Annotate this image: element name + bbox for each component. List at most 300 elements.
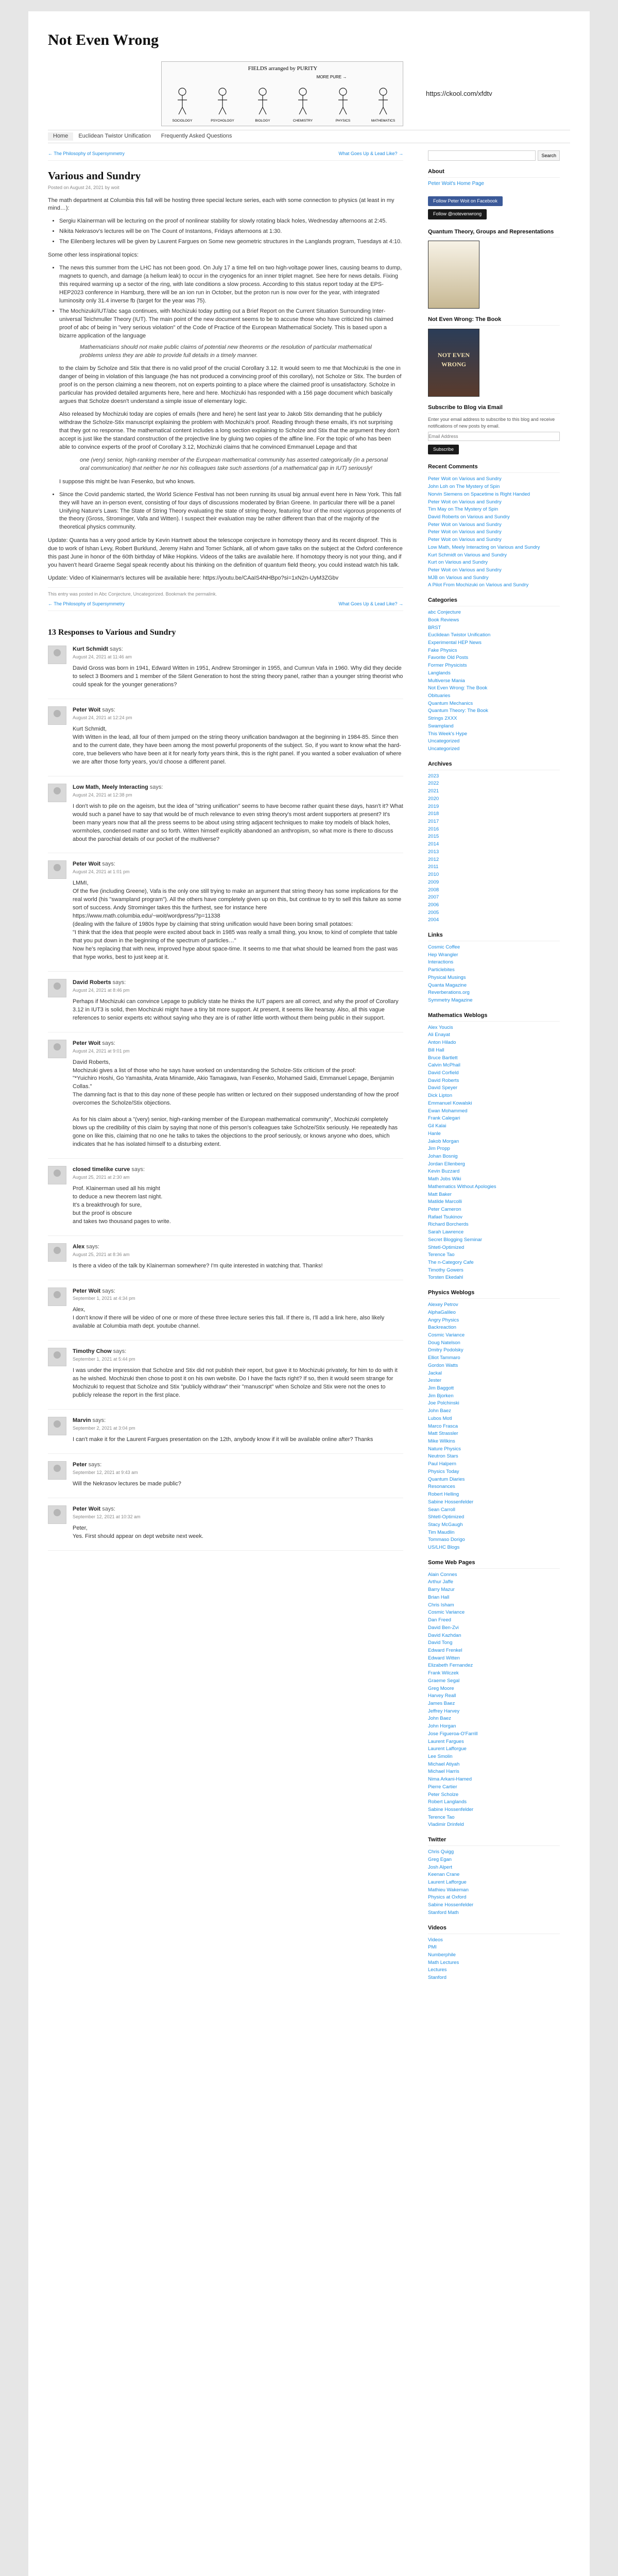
web-page-link[interactable]: David Tong <box>428 1640 453 1646</box>
math-weblog-link[interactable]: Ewan Mohammed <box>428 1108 468 1114</box>
widget-title[interactable]: Not Even Wrong: The Book <box>428 316 560 326</box>
web-page-link[interactable]: Laurent Fargues <box>428 1738 464 1744</box>
physics-weblog-link[interactable]: Neutron Stars <box>428 1453 458 1460</box>
lecture-list <box>59 217 403 246</box>
twitter-link[interactable]: Sabine Hossenfelder <box>428 1902 474 1908</box>
category-link[interactable]: Multiverse Mania <box>428 677 465 684</box>
comment <box>48 1348 403 1410</box>
avatar <box>48 1348 66 1366</box>
physics-weblog-link[interactable]: AlphaGalileo <box>428 1309 456 1315</box>
comment-body <box>73 1243 403 1275</box>
physics-weblog-link[interactable]: Gordon Watts <box>428 1362 458 1368</box>
web-page-link[interactable]: David Kazhdan <box>428 1632 461 1638</box>
category-link[interactable]: Langlands <box>428 670 451 676</box>
web-page-link[interactable]: John Horgan <box>428 1723 456 1730</box>
comic-figure <box>211 88 234 123</box>
comment-author[interactable]: Marvin says: <box>73 1417 106 1424</box>
physics-weblog-link[interactable]: Quantum Diaries <box>428 1476 465 1482</box>
web-page-link[interactable]: Robert Langlands <box>428 1799 467 1805</box>
video-link[interactable]: Math Lectures <box>428 1959 459 1965</box>
category-link[interactable]: Uncategorized <box>428 746 460 752</box>
physics-weblog-link[interactable]: Jackal <box>428 1370 442 1376</box>
twitter-link[interactable]: Laurent Lafforgue <box>428 1879 467 1886</box>
math-weblog-link[interactable]: Dick Lipton <box>428 1093 452 1099</box>
avatar <box>48 1505 66 1524</box>
web-page-link[interactable]: Jose Figueroa-O'Farrill <box>428 1731 478 1737</box>
physics-weblogs-widget <box>428 1289 560 1552</box>
video-link[interactable]: Numberphile <box>428 1952 456 1958</box>
physics-weblog-link[interactable]: Joe Polchinski <box>428 1400 459 1406</box>
physics-weblog-link[interactable]: Resonances <box>428 1484 455 1490</box>
archive-link[interactable]: 2018 <box>428 811 439 817</box>
archive-link[interactable]: 2021 <box>428 788 439 794</box>
archive-link[interactable]: 2005 <box>428 909 439 916</box>
math-weblog-link[interactable]: Johan Bosnig <box>428 1153 458 1159</box>
comment-author[interactable]: Timothy Chow says: <box>73 1348 127 1355</box>
physics-weblog-link[interactable]: Doug Natelson <box>428 1340 460 1346</box>
recent-comment-link[interactable]: Kurt Schmidt on Various and Sundry <box>428 552 507 558</box>
physics-weblog-link[interactable]: Sean Carroll <box>428 1506 455 1513</box>
recent-comment-link[interactable]: Norvin Siemens on Spacetime is Right Handed <box>428 491 530 497</box>
comic-label: PHYSICS <box>335 119 351 123</box>
physics-weblog-link[interactable]: Stacy McGaugh <box>428 1521 463 1528</box>
list-item-text: The Mochizuki/IUT/abc saga continues, with Mochizuki today putting out a Brief Report on the Current Situation Surrounding Inter-universal Teichmuller Theory (IUT). The main point of the new document seems to be to accuse those who have criticized his claimed proof of abc of being in "very serious violation" of the Code of Practice of the European Mathematical Society. This is based upon a bizarre application of the language <box>59 308 393 339</box>
math-weblogs-widget <box>428 1012 560 1282</box>
comment-body <box>73 784 403 848</box>
math-weblog-link[interactable]: David Corfield <box>428 1070 459 1076</box>
comment-text: Peter, Yes. First should appear on dept website next week. <box>73 1524 203 1539</box>
comment-author[interactable]: Peter Woit says: <box>73 1287 115 1294</box>
widget-title: Subscribe to Blog via Email <box>428 404 560 414</box>
twitter-link-list <box>428 1849 560 1917</box>
archive-link[interactable]: 2013 <box>428 849 439 855</box>
web-page-link[interactable]: Dan Freed <box>428 1617 451 1623</box>
avatar <box>48 1417 66 1435</box>
archive-link-list <box>428 773 560 924</box>
comment-text: Alex, I don't know if there will be video of one or more of these three lecture series this fall. If there is, I'll add a link here, also likely available at Columbia math dept. youtube channel. <box>73 1307 385 1330</box>
avatar <box>48 1461 66 1480</box>
comment-author[interactable]: Peter says: <box>73 1461 102 1468</box>
comment <box>48 1505 403 1551</box>
twitter-link[interactable]: Keenan Crane <box>428 1872 460 1878</box>
comic-label: MATHEMATICS <box>371 119 396 123</box>
archive-link[interactable]: 2009 <box>428 879 439 885</box>
comment-text: Is there a video of the talk by Klainerman somewhere? I'm quite interested in watching that. Thanks! <box>73 1262 323 1269</box>
post-nav-bottom <box>48 601 403 611</box>
nav-home[interactable]: Home <box>48 132 73 141</box>
physics-weblog-link[interactable]: Mike Wilkins <box>428 1438 455 1445</box>
category-link[interactable]: Book Reviews <box>428 617 459 623</box>
video-link[interactable]: Videos <box>428 1937 443 1943</box>
comment-author[interactable]: Peter Woit says: <box>73 707 115 714</box>
math-weblog-link[interactable]: Jordan Ellenberg <box>428 1161 465 1167</box>
web-page-link[interactable]: Laurent Lafforgue <box>428 1746 467 1752</box>
archive-link[interactable]: 2014 <box>428 841 439 848</box>
list-item: • Sergiu Klainerman will be lecturing on the proof of nonlinear stability for slowly rotating black holes, Wednesday afternoons at 2:45. <box>59 217 403 226</box>
math-weblog-link[interactable]: Rafael Tsukinov <box>428 1214 462 1220</box>
main-nav <box>48 130 570 143</box>
blogroll-link[interactable]: Symmetry Magazine <box>428 997 473 1004</box>
recent-comment-link[interactable]: John Loh on The Mystery of Spin <box>428 484 500 490</box>
twitter-link[interactable]: Chris Quigg <box>428 1849 454 1855</box>
video-link[interactable]: PMI <box>428 1944 437 1951</box>
math-weblog-link[interactable]: Sarah Lawrence <box>428 1229 464 1235</box>
comment-date[interactable]: August 25, 2021 at 8:36 am <box>73 1251 130 1257</box>
physics-weblog-link[interactable]: Sabine Hossenfelder <box>428 1499 474 1505</box>
recent-comment-link[interactable]: Peter Woit on Various and Sundry <box>428 476 502 482</box>
next-post-link[interactable]: What Goes Up & Lead Like? → <box>338 151 403 156</box>
comment-date[interactable]: September 12, 2021 at 10:32 am <box>73 1514 141 1519</box>
math-weblog-link[interactable]: Timothy Gowers <box>428 1267 464 1273</box>
prev-post-link[interactable]: ← The Philosophy of Supersymmetry <box>48 601 125 607</box>
category-link[interactable]: Swampland <box>428 723 454 729</box>
physics-weblog-link[interactable]: Jim Baggott <box>428 1385 454 1392</box>
math-weblog-link[interactable]: David Roberts <box>428 1077 459 1083</box>
comment-text: I can't make it for the Laurent Fargues presentation on the 12th, anybody know if it will be available online after? Thanks <box>73 1436 373 1443</box>
web-page-link[interactable]: Terence Tao <box>428 1814 455 1820</box>
blogroll-link[interactable]: Quanta Magazine <box>428 982 467 988</box>
web-page-link[interactable]: Barry Mazur <box>428 1587 455 1593</box>
comic-label: CHEMISTRY <box>293 119 313 123</box>
category-link[interactable]: This Week's Hype <box>428 731 468 737</box>
comment-date[interactable]: September 2, 2021 at 3:04 pm <box>73 1425 135 1431</box>
web-page-link[interactable]: Frank Wilczek <box>428 1670 459 1676</box>
math-weblog-link[interactable]: Terence Tao <box>428 1252 455 1258</box>
web-page-link[interactable]: Edward Witten <box>428 1655 460 1661</box>
category-link[interactable]: Strings 2XXX <box>428 716 457 722</box>
widget-title[interactable]: Quantum Theory, Groups and Representations <box>428 228 560 238</box>
banner <box>48 58 570 130</box>
category-link[interactable]: Quantum Mechanics <box>428 700 473 706</box>
post-title: Various and Sundry <box>48 170 141 182</box>
math-weblog-link[interactable]: Mathematics Without Apologies <box>428 1183 496 1190</box>
subscribe-text: Enter your email address to subscribe to this blog and receive notifications of new posts by email. <box>428 417 555 429</box>
web-page-link[interactable]: James Baez <box>428 1700 455 1706</box>
blogroll-link[interactable]: Particlebites <box>428 967 455 973</box>
web-page-link[interactable]: Cosmic Variance <box>428 1609 465 1616</box>
recent-comment-link[interactable]: Kurt on Various and Sundry <box>428 560 488 566</box>
prev-post-link[interactable]: ← The Philosophy of Supersymmetry <box>48 151 125 156</box>
comment-body <box>73 1348 403 1404</box>
twitter-link[interactable]: Greg Egan <box>428 1856 452 1862</box>
physics-weblog-link[interactable]: Robert Helling <box>428 1492 459 1498</box>
new-book-cover[interactable]: NOT EVEN WRONG <box>428 329 479 397</box>
category-link[interactable]: abc Conjecture <box>428 609 461 616</box>
physics-weblog-link[interactable]: Matt Strassler <box>428 1431 458 1437</box>
archive-link[interactable]: 2012 <box>428 856 439 862</box>
math-weblog-link[interactable]: Matt Baker <box>428 1191 452 1197</box>
update-paragraph: Update: Quanta has a very good article by Kevin Hartnett about the telescope conjecture in homotopy theory and its recent disproof. This is due to work of Ishan Levy, Robert Burklund, Jeremy Hahn and Tomer Schlank, all of whom gave talks on the subject at the Oxford conference this past June in honor of the 60th birthday of Mike Hopkins. Videos of the talks are available here. If homotopy theory is not your thing, and if you haven't heard Graeme Segal speak recently about his thinking on the definition of quantum field theory, you could instead watch his talk. <box>48 537 403 569</box>
math-weblog-link[interactable]: Gil Kalai <box>428 1123 447 1129</box>
math-weblog-link[interactable]: Hanle <box>428 1130 441 1137</box>
archive-link[interactable]: 2019 <box>428 803 439 809</box>
comment <box>48 1461 403 1498</box>
math-weblog-link[interactable]: Jakob Morgan <box>428 1138 459 1144</box>
math-weblog-link[interactable]: Alex Youcis <box>428 1024 453 1030</box>
web-page-link[interactable]: Lee Smolin <box>428 1754 453 1760</box>
comment-author[interactable]: Peter Woit says: <box>73 1505 115 1512</box>
widget-title: Recent Comments <box>428 463 560 473</box>
physics-weblog-link[interactable]: Angry Physics <box>428 1317 459 1323</box>
comment-date[interactable]: August 24, 2021 at 12:24 pm <box>73 715 132 721</box>
home-page-link[interactable]: Peter Woit's Home Page <box>428 180 484 187</box>
comment-author[interactable]: David Roberts says: <box>73 979 126 986</box>
recent-comment-link[interactable]: MJB on Various and Sundry <box>428 574 489 581</box>
web-page-link[interactable]: Greg Moore <box>428 1685 454 1691</box>
comment-text: David Roberts, Mochizuki gives a list of those who he says have worked on understanding the Scholze-Stix criticism of the proof: "*Yuichiro Hoshi, Go Yamashita, Arata Minamide, Akio Tamagawa, Ivan Fesenko, Mohamed Saidi, Emmanuel Lepage, Benjamin Collas." The damning fact is that to this day none of these people has written or lectured on their supposed understanding of how the proof overcomes the Scholze/Stix objections. As for his claim about a "(very) senior, high-ranking member of the European mathematical community", Mochizuki completely blows up the credibility of this claim by saying that none of this person's colleagues take Scholze/Stix seriously. He repeatedly has gone on like this, claiming that no one he talks to takes the objections to the proof seriously, or knows anyone who does, which indicates that he has isolated himself to a disturbing extent. <box>73 1059 399 1147</box>
archives-widget <box>428 760 560 924</box>
twitter-follow-button[interactable]: Follow @notevenwrong <box>428 209 487 219</box>
math-weblog-link[interactable]: Richard Borcherds <box>428 1222 469 1228</box>
physics-weblog-link[interactable]: Tim Maudlin <box>428 1529 455 1535</box>
archive-link[interactable]: 2004 <box>428 917 439 923</box>
archive-link[interactable]: 2015 <box>428 834 439 840</box>
comment-text: Prof. Klainerman used all his might to deduce a new theorem last night. It's a breakthrough for sure, but the proof is obscure and takes two thousand pages to write. <box>73 1185 171 1225</box>
web-page-link[interactable]: Pierre Cartier <box>428 1784 457 1790</box>
book-widget <box>428 228 560 309</box>
math-weblog-link[interactable]: Secret Blogging Seminar <box>428 1236 483 1243</box>
site-title[interactable]: Not Even Wrong <box>48 31 159 48</box>
video-link[interactable]: Stanford <box>428 1975 447 1981</box>
avatar <box>48 646 66 664</box>
web-page-link[interactable]: Nima Arkani-Hamed <box>428 1776 472 1783</box>
archive-link[interactable]: 2023 <box>428 773 439 779</box>
math-weblog-link[interactable]: Ali Enayat <box>428 1032 450 1038</box>
about-widget <box>428 168 560 188</box>
banner-comic <box>161 61 403 126</box>
physics-weblog-link[interactable]: Marco Frasca <box>428 1423 458 1429</box>
physics-weblog-link[interactable]: Physics Today <box>428 1468 459 1475</box>
category-link[interactable]: Experimental HEP News <box>428 640 482 646</box>
math-weblog-link[interactable]: Anton Hilado <box>428 1040 456 1046</box>
math-weblog-link[interactable]: Bill Hall <box>428 1047 444 1053</box>
comment-body <box>73 1287 403 1335</box>
email-field[interactable] <box>428 432 560 441</box>
web-page-link[interactable]: Harvey Reall <box>428 1693 456 1699</box>
web-page-link[interactable]: Vladimir Drinfeld <box>428 1822 464 1828</box>
math-weblog-link[interactable]: The n-Category Cafe <box>428 1260 474 1266</box>
comment-date[interactable]: August 24, 2021 at 12:38 pm <box>73 792 132 798</box>
comment-author[interactable]: closed timelike curve says: <box>73 1166 145 1173</box>
math-weblog-link[interactable]: Emmanuel Kowalski <box>428 1100 472 1106</box>
web-pages-widget <box>428 1559 560 1829</box>
qt-book-cover[interactable] <box>428 241 479 309</box>
archive-link[interactable]: 2022 <box>428 781 439 787</box>
math-weblog-link-list <box>428 1024 560 1282</box>
comment-author[interactable]: Low Math, Meely Interacting says: <box>73 784 163 790</box>
twitter-link[interactable]: Physics at Oxford <box>428 1894 467 1901</box>
comment-date[interactable]: August 24, 2021 at 9:01 pm <box>73 1048 130 1054</box>
recent-comment-link[interactable]: Peter Woit on Various and Sundry <box>428 499 502 505</box>
nav-faq[interactable]: Frequently Asked Questions <box>161 133 232 140</box>
category-link[interactable]: Quantum Theory: The Book <box>428 708 488 714</box>
blogroll-link[interactable]: Cosmic Coffee <box>428 944 460 951</box>
comment-date[interactable]: August 24, 2021 at 8:46 pm <box>73 987 130 993</box>
math-weblog-link[interactable]: Matilde Marcolli <box>428 1199 462 1205</box>
search-button[interactable]: Search <box>538 150 560 161</box>
post-meta: Posted on August 24, 2021 by woit <box>48 185 119 191</box>
list-item: • Nikita Nekrasov's lectures will be on The Count of Instantons, Fridays afternoons at 1:30. <box>59 228 403 236</box>
physics-weblog-link[interactable]: John Baez <box>428 1408 451 1414</box>
math-weblog-link[interactable]: Math Jobs Wiki <box>428 1176 461 1182</box>
recent-comment-link[interactable]: David Roberts on Various and Sundry <box>428 514 510 520</box>
nav-euclidean-twistor[interactable]: Euclidean Twistor Unification <box>78 133 151 140</box>
physics-weblog-link[interactable]: Backreaction <box>428 1325 456 1331</box>
recent-comment-link[interactable]: Peter Woit on Various and Sundry <box>428 537 502 543</box>
web-page-link[interactable]: Michael Atiyah <box>428 1761 460 1767</box>
comic-label: BIOLOGY <box>255 119 270 123</box>
comment <box>48 860 403 971</box>
archive-link[interactable]: 2008 <box>428 887 439 893</box>
post-paragraph: The math department at Columbia this fall will be hosting three special lecture series, each with some connection to physics (at least in my mind…): <box>48 197 394 212</box>
search-form <box>428 150 560 161</box>
comment-date[interactable]: September 1, 2021 at 4:34 pm <box>73 1296 135 1301</box>
category-link-list <box>428 609 560 753</box>
physics-weblog-link[interactable]: Paul Halpern <box>428 1461 456 1467</box>
quote: Mathematicians should not make public claims of potential new theorems or the resolution of particular mathematical problems unless they are able to provide full details in a timely manner. <box>80 344 372 359</box>
blogroll-link[interactable]: Reverberations.org <box>428 990 470 996</box>
physics-weblog-link[interactable]: Dmitry Podolsky <box>428 1347 464 1353</box>
subscribe-button[interactable]: Subscribe <box>428 445 459 454</box>
video-link[interactable]: Lectures <box>428 1967 447 1973</box>
category-link[interactable]: BRST <box>428 624 441 631</box>
web-page-link[interactable]: Edward Frenkel <box>428 1647 462 1653</box>
physics-weblog-link[interactable]: Tommaso Dorigo <box>428 1537 465 1543</box>
widget-title: Links <box>428 931 560 941</box>
avatar <box>48 706 66 725</box>
recent-comment-link[interactable]: Peter Woit on Various and Sundry <box>428 529 502 535</box>
twitter-link[interactable]: Mathieu Wakeman <box>428 1887 469 1893</box>
twitter-link[interactable]: Josh Alpert <box>428 1864 452 1870</box>
recent-comment-link[interactable]: Peter Woit on Various and Sundry <box>428 567 502 573</box>
blogroll-link[interactable]: Hep Wrangler <box>428 952 458 958</box>
category-link[interactable]: Former Physicists <box>428 663 467 669</box>
categories-widget <box>428 597 560 753</box>
math-weblog-link[interactable]: Frank Calegari <box>428 1115 460 1122</box>
web-page-link[interactable]: Peter Scholze <box>428 1791 459 1798</box>
blogroll-link[interactable]: Interactions <box>428 959 454 965</box>
comic-figure <box>255 88 270 123</box>
physics-weblog-link[interactable]: Cosmic Variance <box>428 1332 465 1338</box>
math-weblog-link[interactable]: Jim Propp <box>428 1146 450 1152</box>
banner-url[interactable]: https://ckool.com/xfdtv <box>426 89 492 97</box>
recent-comment-link[interactable]: A Pilot From Mochizuki on Various and Sundry <box>428 582 529 588</box>
category-link[interactable]: Uncategorized <box>428 738 460 744</box>
category-link[interactable]: Favorite Old Posts <box>428 655 469 661</box>
comic-figure <box>293 88 313 123</box>
math-weblog-link[interactable]: David Speyer <box>428 1085 458 1091</box>
comment-body <box>73 979 403 1027</box>
comment-date[interactable]: August 24, 2021 at 11:46 am <box>73 654 132 660</box>
physics-weblog-link[interactable]: Alexey Petrov <box>428 1302 458 1308</box>
comment-body <box>73 1461 403 1493</box>
comment-body <box>73 706 403 771</box>
archive-link[interactable]: 2017 <box>428 819 439 825</box>
math-weblog-link[interactable]: Kevin Buzzard <box>428 1168 460 1175</box>
web-page-link[interactable]: David Ben-Zvi <box>428 1624 459 1631</box>
physics-weblog-link[interactable]: Shtetl-Optimized <box>428 1514 465 1520</box>
archive-link[interactable]: 2016 <box>428 826 439 832</box>
physics-weblog-link[interactable]: Nature Physics <box>428 1446 461 1452</box>
web-page-link[interactable]: Arthur Jaffe <box>428 1579 453 1585</box>
category-link[interactable]: Obituaries <box>428 693 451 699</box>
web-page-link[interactable]: Jeffrey Harvey <box>428 1708 460 1714</box>
web-page-link[interactable]: John Baez <box>428 1716 451 1722</box>
twitter-link[interactable]: Stanford Math <box>428 1909 459 1916</box>
archive-link[interactable]: 2020 <box>428 795 439 802</box>
post-paragraph: I suppose this might be Ivan Fesenko, but who knows. <box>59 478 196 485</box>
comment-date[interactable]: August 25, 2021 at 2:30 am <box>73 1174 130 1180</box>
recent-comment-link[interactable]: Peter Woit on Various and Sundry <box>428 521 502 528</box>
comic-figure <box>336 88 351 123</box>
archive-link[interactable]: 2010 <box>428 872 439 878</box>
math-weblog-link[interactable]: Calvin McPhail <box>428 1062 460 1069</box>
web-page-link[interactable]: Alain Connes <box>428 1571 457 1578</box>
category-link[interactable]: Not Even Wrong: The Book <box>428 685 488 691</box>
physics-weblog-link[interactable]: Lubos Motl <box>428 1415 452 1421</box>
math-weblog-link[interactable]: Peter Cameron <box>428 1206 461 1212</box>
math-weblog-link[interactable]: Torsten Ekedahl <box>428 1275 464 1281</box>
archive-link[interactable]: 2011 <box>428 864 439 870</box>
archive-link[interactable]: 2006 <box>428 902 439 908</box>
facebook-follow-button[interactable]: Follow Peter Woit on Facebook <box>428 196 503 206</box>
comment-date[interactable]: September 1, 2021 at 5:44 pm <box>73 1357 135 1362</box>
category-link[interactable]: Euclidean Twistor Unification <box>428 632 491 638</box>
comment-author[interactable]: Alex says: <box>73 1243 99 1250</box>
main-content <box>48 150 419 1989</box>
web-page-link[interactable]: Brian Hall <box>428 1594 450 1600</box>
physics-weblog-link[interactable]: Jester <box>428 1378 441 1384</box>
physics-weblog-link[interactable]: US/LHC Blogs <box>428 1545 460 1551</box>
math-weblog-link[interactable]: Shtetl-Optimized <box>428 1244 465 1250</box>
web-page-link[interactable]: Elizabeth Fernandez <box>428 1663 473 1669</box>
archive-link[interactable]: 2007 <box>428 894 439 901</box>
comment-list <box>48 646 403 1550</box>
post-nav-top <box>48 150 403 161</box>
widget-title: Some Web Pages <box>428 1559 560 1569</box>
comment-author[interactable]: Peter Woit says: <box>73 1040 115 1046</box>
comic-label: SOCIOLOGY <box>172 119 193 123</box>
category-link[interactable]: Fake Physics <box>428 647 457 653</box>
web-page-link[interactable]: Graeme Segal <box>428 1677 460 1684</box>
comment-author[interactable]: Kurt Schmidt says: <box>73 646 123 653</box>
comment-date[interactable]: September 12, 2021 at 9:43 am <box>73 1469 138 1475</box>
comment-author[interactable]: Peter Woit says: <box>73 861 115 868</box>
physics-weblog-link[interactable]: Elliot Tammaro <box>428 1355 460 1361</box>
comment-date[interactable]: August 24, 2021 at 1:01 pm <box>73 869 130 875</box>
math-weblog-link[interactable]: Bruce Bartlett <box>428 1055 458 1061</box>
comment-body <box>73 1505 403 1545</box>
web-page-link[interactable]: Sabine Hossenfelder <box>428 1807 474 1813</box>
recent-comment-link[interactable]: Low Math, Meely Interacting on Various and Sundry <box>428 544 540 550</box>
comment <box>48 1166 403 1236</box>
physics-weblog-link[interactable]: Jim Bjorken <box>428 1393 454 1399</box>
blogroll-link-list <box>428 944 560 1005</box>
recent-comment-link[interactable]: Tim May on The Mystery of Spin <box>428 506 499 513</box>
widget-title: Twitter <box>428 1836 560 1846</box>
web-page-link[interactable]: Michael Harris <box>428 1769 459 1775</box>
page <box>28 11 590 2576</box>
blogroll-link[interactable]: Physical Musings <box>428 974 466 980</box>
web-page-link[interactable]: Chris Isham <box>428 1602 454 1608</box>
update-paragraph: Update: Video of Klainerman's lectures will be available here: https://youtu.be/CAaIS4NHBpo?si=1xN2n-UyM3ZGbv <box>48 575 339 582</box>
list-item: • The Eilenberg lectures will be given by Laurent Fargues on Some new geometric structures in the Langlands program, Tuesdays at 4:10. <box>59 238 403 246</box>
post-paragraph: to the claim by Scholze and Stix that there is no valid proof of the crucial Corollary 3.12. It would seem to me that Mochizuki is the one in danger of being in violation of this language (he has not produced a convincing proof of this corollary), not Scholze or Stix. The burden of proof is on the person claiming a new theorem, not on experts pointing to a place where the claimed proof is unsatisfactory. Scholze in particular has provided detailed arguments here, here and here. Mochizuki has responded with a 156 page document which basically argues that Scholze doesn't understand a simple issue of elementary logic. <box>59 365 402 405</box>
next-post-link[interactable]: What Goes Up & Lead Like? → <box>338 601 403 607</box>
comic-drawing <box>162 62 404 127</box>
search-input[interactable] <box>428 150 536 161</box>
avatar <box>48 1287 66 1306</box>
